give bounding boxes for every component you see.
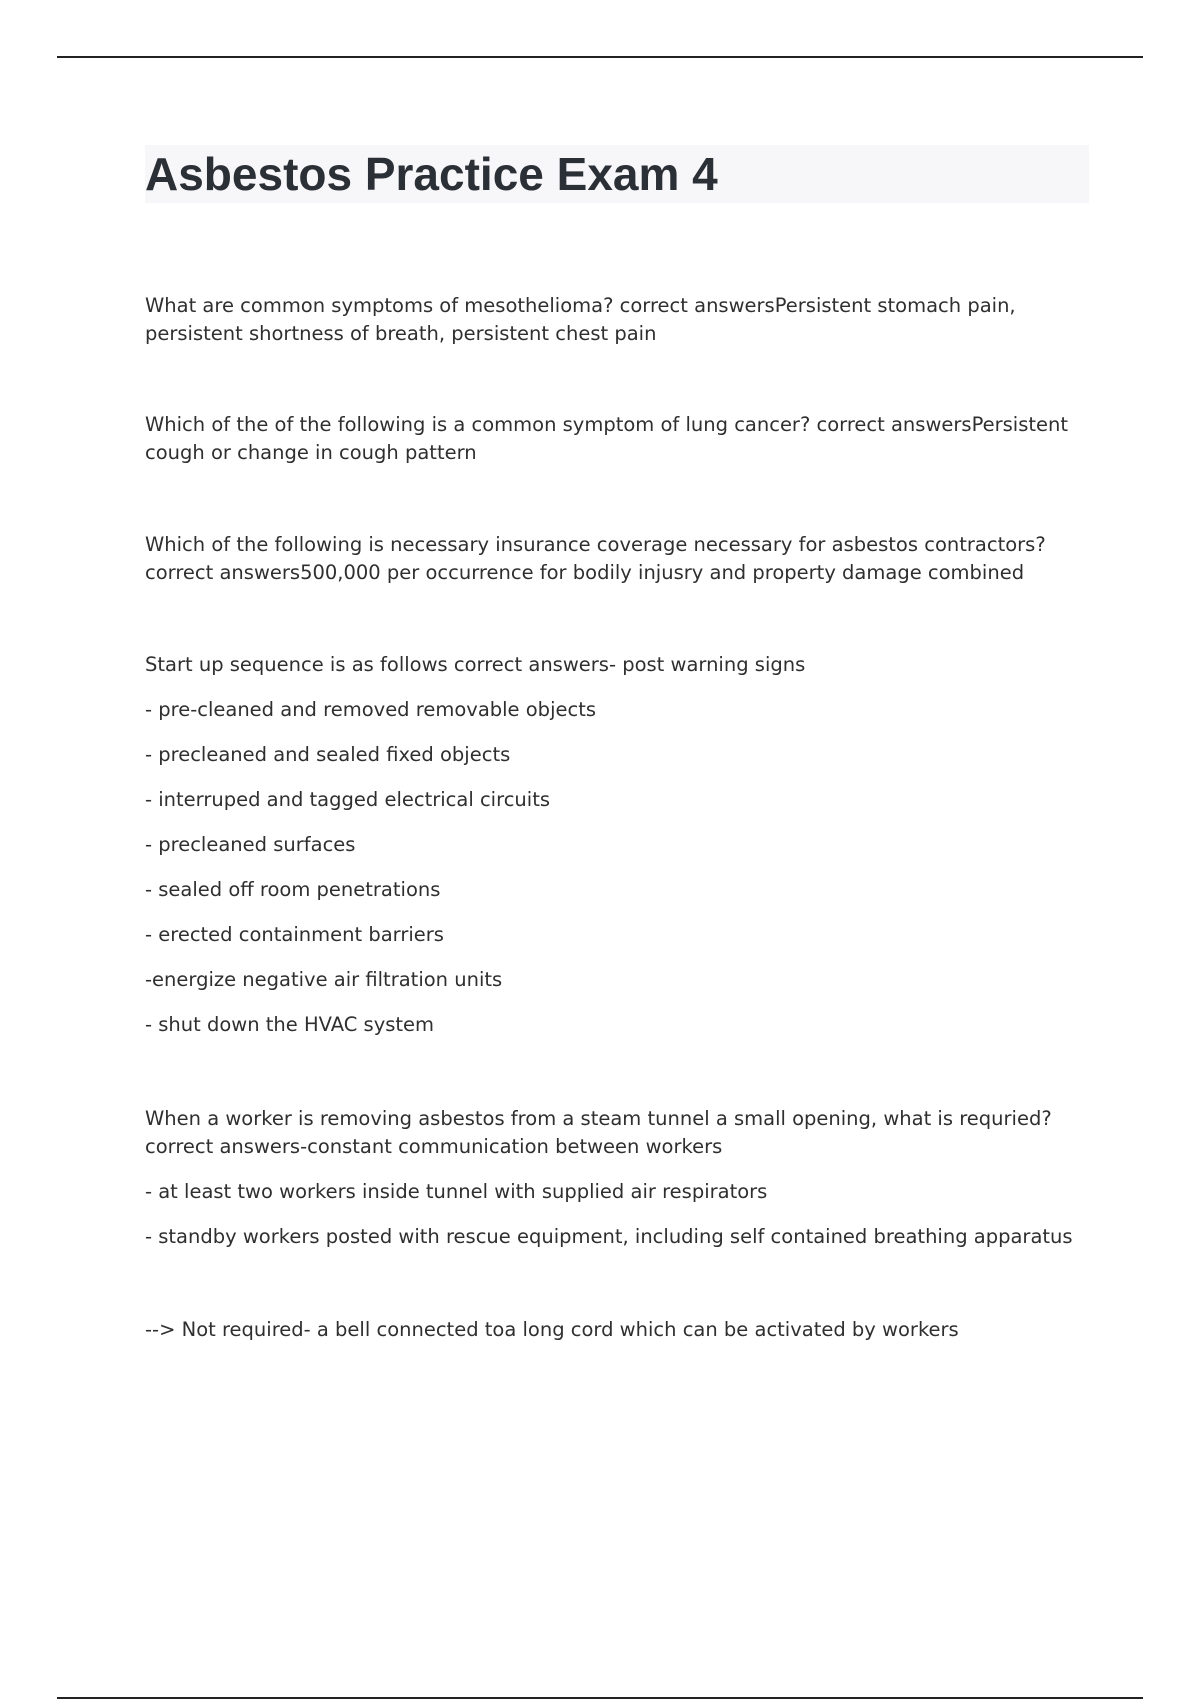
question-answer-text: Which of the of the following is a common symptom of lung cancer? correct answersPersistent cough or change in cough pattern <box>145 413 1069 464</box>
startup-step: - precleaned surfaces <box>145 833 356 856</box>
steam-tunnel-block <box>145 1105 1085 1251</box>
steam-tunnel-requirement: - standby workers posted with rescue equipment, including self contained breathing apparatus <box>145 1225 1073 1248</box>
startup-step: - shut down the HVAC system <box>145 1013 435 1036</box>
question-answer-text: What are common symptoms of mesothelioma? correct answersPersistent stomach pain, persistent shortness of breath, persistent chest pain <box>145 294 1016 345</box>
startup-step: - erected containment barriers <box>145 923 444 946</box>
question-block-1 <box>145 292 1085 348</box>
startup-sequence-intro: Start up sequence is as follows correct answers- post warning signs <box>145 653 806 676</box>
startup-step: - interruped and tagged electrical circuits <box>145 788 550 811</box>
note-block <box>145 1316 1085 1344</box>
startup-step: - pre-cleaned and removed removable objects <box>145 698 597 721</box>
startup-step: - precleaned and sealed fixed objects <box>145 743 511 766</box>
top-rule <box>57 56 1143 58</box>
page-title: Asbestos Practice Exam 4 <box>145 148 718 200</box>
bottom-rule <box>57 1697 1143 1699</box>
steam-tunnel-requirement: - at least two workers inside tunnel with supplied air respirators <box>145 1180 768 1203</box>
question-block-3 <box>145 531 1085 587</box>
question-block-2 <box>145 411 1085 467</box>
startup-step: - sealed off room penetrations <box>145 878 441 901</box>
not-required-note: --> Not required- a bell connected toa long cord which can be activated by workers <box>145 1318 959 1341</box>
startup-step: -energize negative air filtration units <box>145 968 503 991</box>
steam-tunnel-question: When a worker is removing asbestos from a steam tunnel a small opening, what is requried? correct answers-constant communication between workers <box>145 1107 1052 1158</box>
question-answer-text: Which of the following is necessary insurance coverage necessary for asbestos contractors? correct answers500,000 per occurrence for bodily injusry and property damage combined <box>145 533 1046 584</box>
startup-sequence-block <box>145 651 1085 1039</box>
